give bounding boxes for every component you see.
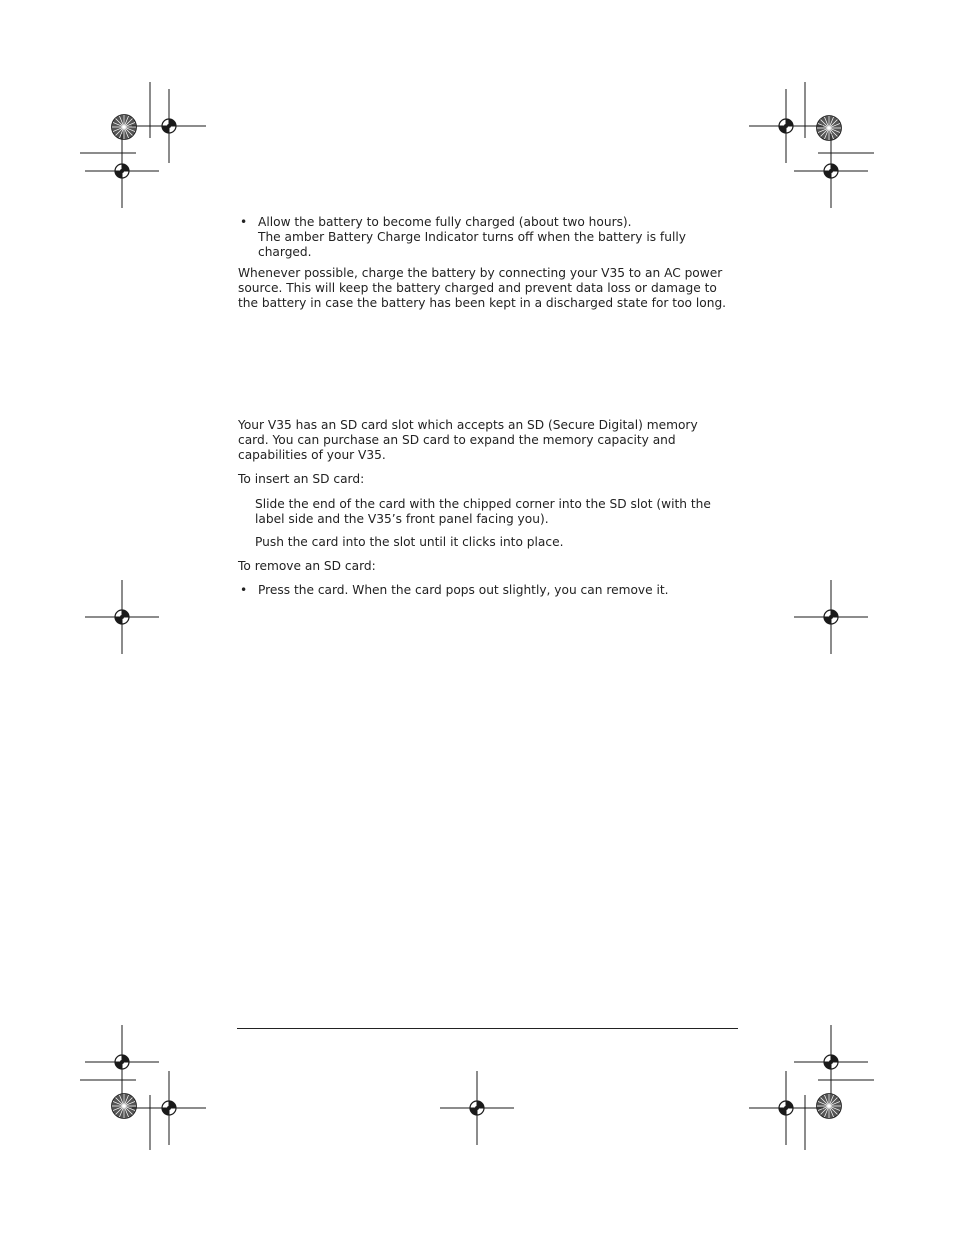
charge-para-line-2: source. This will keep the battery charged and prevent data loss or damage to <box>238 281 717 295</box>
registration-mark-icon <box>794 580 868 654</box>
registration-mark-icon <box>132 89 206 163</box>
registration-mark-icon <box>440 1071 514 1145</box>
registration-mark-icon <box>749 89 823 163</box>
registration-star-icon <box>817 1094 842 1119</box>
registration-mark-icon <box>85 580 159 654</box>
bullet-dot: • <box>240 215 248 229</box>
registration-star-icon <box>112 1094 137 1119</box>
registration-mark-icon <box>132 1071 206 1145</box>
registration-star-icon <box>817 116 842 141</box>
sd-intro-line-1: Your V35 has an SD card slot which accepts an SD (Secure Digital) memory <box>238 418 698 432</box>
charge-bullet-line-1: Allow the battery to become fully charged (about two hours). <box>258 215 632 229</box>
registration-mark-icon <box>749 1071 823 1145</box>
registration-mark-icon <box>85 1025 159 1099</box>
registration-star-icon <box>112 115 137 140</box>
registration-mark-icon <box>85 134 159 208</box>
insert-step2: Push the card into the slot until it clicks into place. <box>255 535 564 549</box>
registration-mark-icon <box>794 1025 868 1099</box>
remove-heading: To remove an SD card: <box>238 559 376 573</box>
bullet-dot: • <box>240 583 248 597</box>
charge-bullet-line-3: charged. <box>258 245 312 259</box>
charge-para-line-1: Whenever possible, charge the battery by connecting your V35 to an AC power <box>238 266 723 280</box>
remove-bullet: Press the card. When the card pops out slightly, you can remove it. <box>258 583 669 597</box>
insert-step1-line-1: Slide the end of the card with the chipped corner into the SD slot (with the <box>255 497 711 511</box>
insert-heading: To insert an SD card: <box>238 472 365 486</box>
charge-bullet-line-2: The amber Battery Charge Indicator turns off when the battery is fully <box>258 230 686 244</box>
insert-step1-line-2: label side and the V35’s front panel facing you). <box>255 512 549 526</box>
sd-intro-line-3: capabilities of your V35. <box>238 448 386 462</box>
sd-intro-line-2: card. You can purchase an SD card to expand the memory capacity and <box>238 433 676 447</box>
registration-mark-icon <box>794 134 868 208</box>
charge-para-line-3: the battery in case the battery has been kept in a discharged state for too long. <box>238 296 727 310</box>
